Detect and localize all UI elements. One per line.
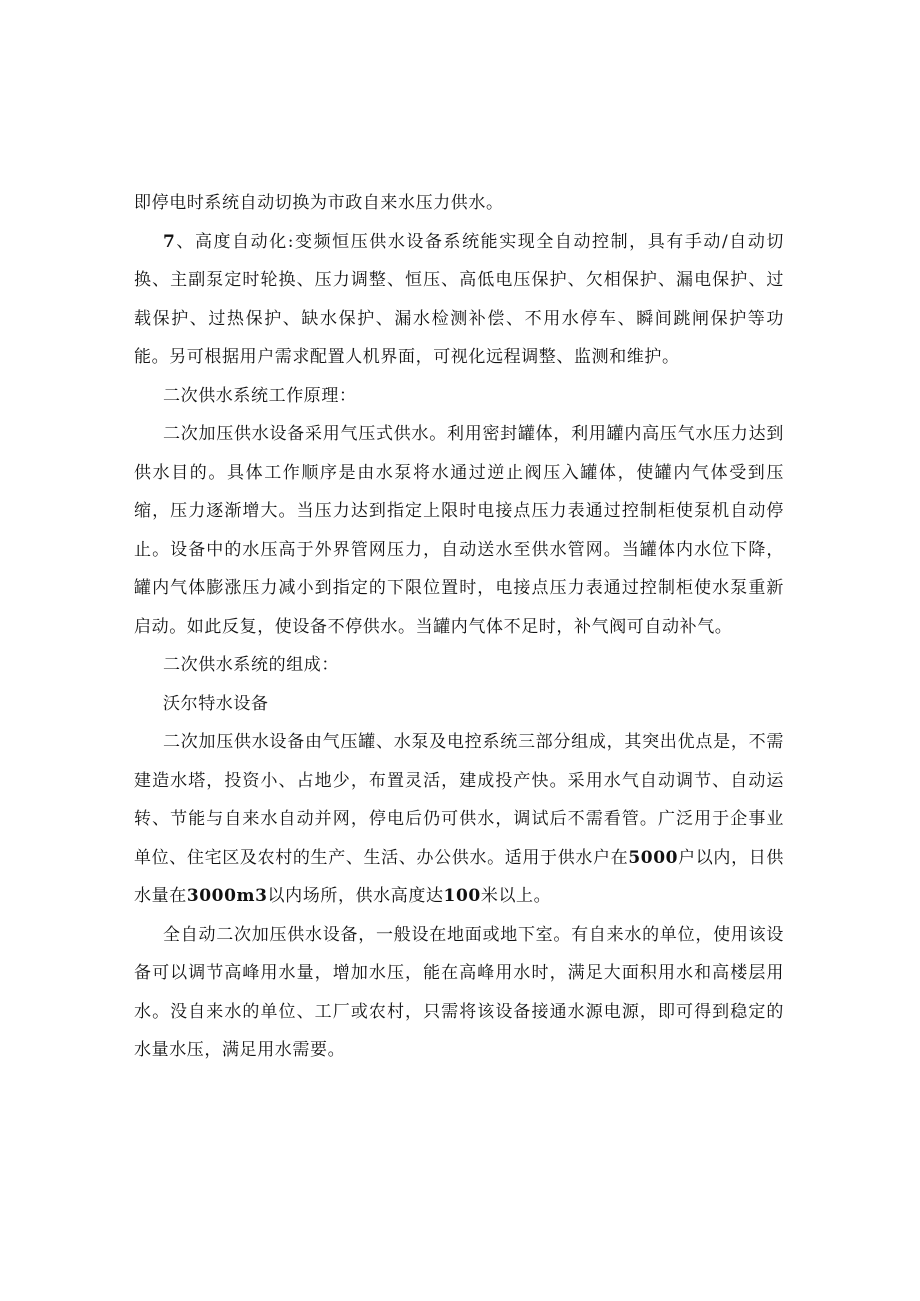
household-count: 5000 [628,847,679,868]
supply-height: 100 [443,886,481,906]
paragraph-automation-text: 、高度自动化:变频恒压供水设备系统能实现全自动控制，具有手动/自动切换、主副泵定时轮换、压力调整、恒压、高低电压保护、欠相保护、漏电保护、过载保护、过热保护、缺水保护、漏水检测补偿、不用水停车、瞬间跳闸保护等功能。另可根据用户需求配置人机界面，可视化远程调整、监测和维护。 [134,231,784,367]
heading-brand: 沃尔特水设备 [163,693,269,714]
heading-working-principle: 二次供水系统工作原理： [163,385,357,406]
daily-supply-volume: 3000m3 [186,886,268,906]
composition-text-3: 以内场所，供水高度达 [267,886,444,906]
paragraph-continued: 即停电时系统自动切换为市政自来水压力供水。 [134,193,504,213]
paragraph-composition [134,723,784,916]
paragraph-working-principle: 二次加压供水设备采用气压式供水。利用密封罐体，利用罐内高压气水压力达到供水目的。具体工作顺序是由水泵将水通过逆止阀压入罐体，使罐内气体受到压缩，压力逐渐增大。当压力达到指定上限时电接点压力表通过控制柜使泵机自动停止。设备中的水压高于外界管网压力，自动送水至供水管网。当罐体内水位下降，罐内气体膨涨压力减小到指定的下限位置时，电接点压力表通过控制柜使水泵重新启动。如此反复，使设备不停供水。当罐内气体不足时，补气阀可自动补气。 [134,424,784,637]
paragraph-automatic-equipment: 全自动二次加压供水设备，一般设在地面或地下室。有自来水的单位，使用该设备可以调节高峰用水量，增加水压，能在高峰用水时，满足大面积用水和高楼层用水。没自来水的单位、工厂或农村，只需将该设备接通水源电源，即可得到稳定的水量水压，满足用水需要。 [134,924,784,1060]
heading-system-composition: 二次供水系统的组成： [163,655,339,675]
composition-text-2: 户以内，日供水量在 [134,847,784,906]
document-body [134,184,784,1070]
composition-text-4: 米以上。 [480,886,552,906]
item-number: 7 [163,231,176,252]
composition-text-1: 二次加压供水设备由气压罐、水泵及电控系统三部分组成，其突出优点是，不需建造水塔，投资小、占地少，布置灵活，建成投产快。采用水气自动调节、自动运转、节能与自来水自动并网，停电后仍可供水，调试后不需看管。广泛用于企事业单位、住宅区及农村的生产、生活、办公供水。适用于供水户在 [134,732,784,868]
paragraph-automation [134,223,784,377]
